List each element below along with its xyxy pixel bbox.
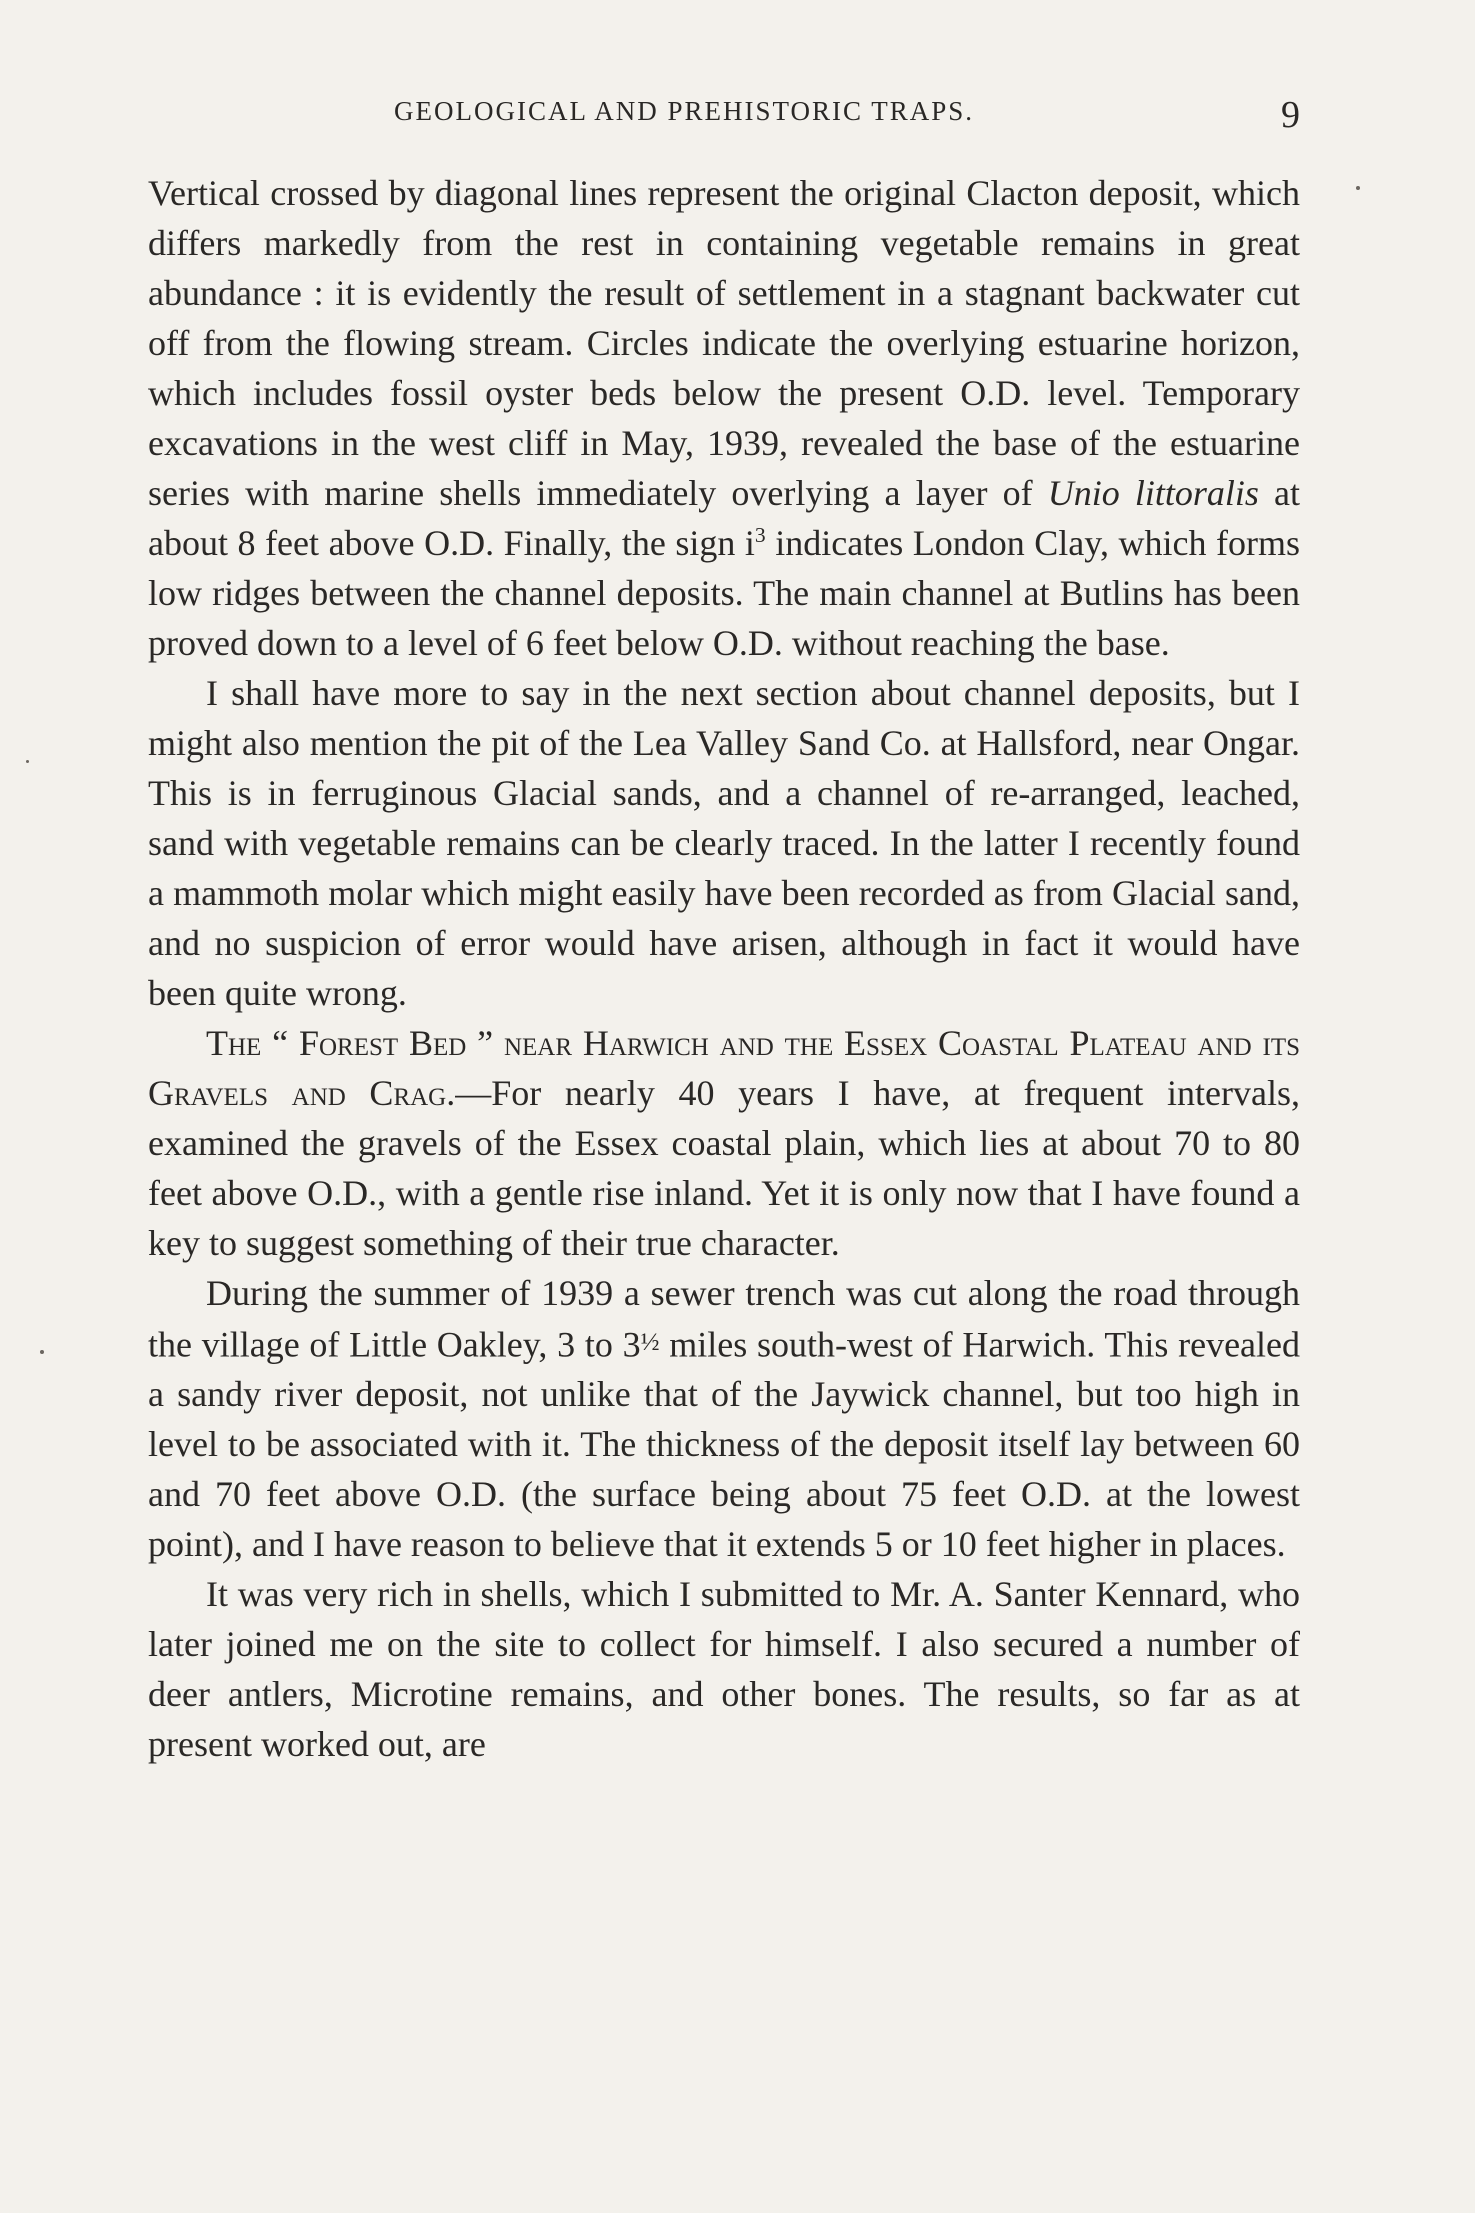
paragraph-clacton-deposit — [148, 168, 1300, 668]
paper-speck — [1356, 186, 1360, 190]
paper-speck — [40, 1350, 44, 1354]
paragraph-text: indicates London Clay, which forms low ridges between the channel deposits. The main channel at Butlins has been proved down to a level of 6 feet below O.D. without reaching the base. — [148, 523, 1301, 663]
paragraph-shells — [148, 1569, 1300, 1769]
species-name: Unio littoralis — [1047, 473, 1259, 513]
running-title: GEOLOGICAL AND PREHISTORIC TRAPS. — [393, 96, 975, 126]
paragraph-channel-deposits — [148, 668, 1300, 1018]
paragraph-text: —For nearly 40 years I have, at frequent intervals, examined the gravels of the Essex coastal plain, which lies at about 70 to 80 feet above O.D., with a gentle rise inland. Yet it is only now that I have found a key to suggest something of their true character. — [148, 1073, 1301, 1263]
fraction: ½ — [640, 1329, 660, 1356]
section-heading: The “ Forest Bed ” near Harwich and the Essex Coastal Plateau and its Gravels and Crag. — [148, 1023, 1300, 1113]
paragraph-little-oakley — [148, 1268, 1300, 1569]
paragraph-text: During the summer of 1939 a sewer trench was cut along the road through the village of Little Oakley, 3 to 3 — [148, 1273, 1300, 1365]
paragraph-text: miles south-west of Harwich. This revealed a sandy river deposit, not unlike that of the Jaywick channel, but too high in level to be associated with it. The thickness of the deposit itself lay between 60 and 70 feet above O.D. (the surface being about 75 feet O.D. at the lowest point), and I have reason to believe that it extends 5 or 10 feet higher in places. — [148, 1324, 1301, 1565]
superscript: 3 — [754, 523, 766, 547]
paragraph-text: I shall have more to say in the next section about channel deposits, but I might also mention the pit of the Lea Valley Sand Co. at Hallsford, near Ongar. This is in ferruginous Glacial sands, and a channel of re-arranged, leached, sand with vegetable remains can be clearly traced. In the latter I recently found a mammoth molar which might easily have been recorded as from Glacial sand, and no suspicion of error would have arisen, although in fact it would have been quite wrong. — [148, 673, 1300, 1013]
paragraph-forest-bed — [148, 1018, 1300, 1268]
running-head — [148, 86, 1300, 136]
paragraph-text: Vertical crossed by diagonal lines represent the original Clacton deposit, which differs markedly from the rest in containing vegetable remains in great abundance : it is evidently the result of settlement in a stagnant backwater cut off from the flowing stream. Circles indicate the overlying estuarine horizon, which includes fossil oyster beds below the present O.D. level. Temporary excavations in the west cliff in May, 1939, revealed the base of the estuarine series with marine shells immediately overlying a layer of — [148, 173, 1300, 513]
paragraph-text: at about 8 feet above O.D. Finally, the sign i — [148, 473, 1300, 563]
paper-speck — [26, 760, 29, 763]
page-number: 9 — [1281, 94, 1300, 136]
body-text — [148, 168, 1300, 1769]
paragraph-text: It was very rich in shells, which I submitted to Mr. A. Santer Kennard, who later joined me on the site to collect for himself. I also secured a number of deer antlers, Microtine remains, and other bones. The results, so far as at present worked out, are — [148, 1574, 1300, 1765]
